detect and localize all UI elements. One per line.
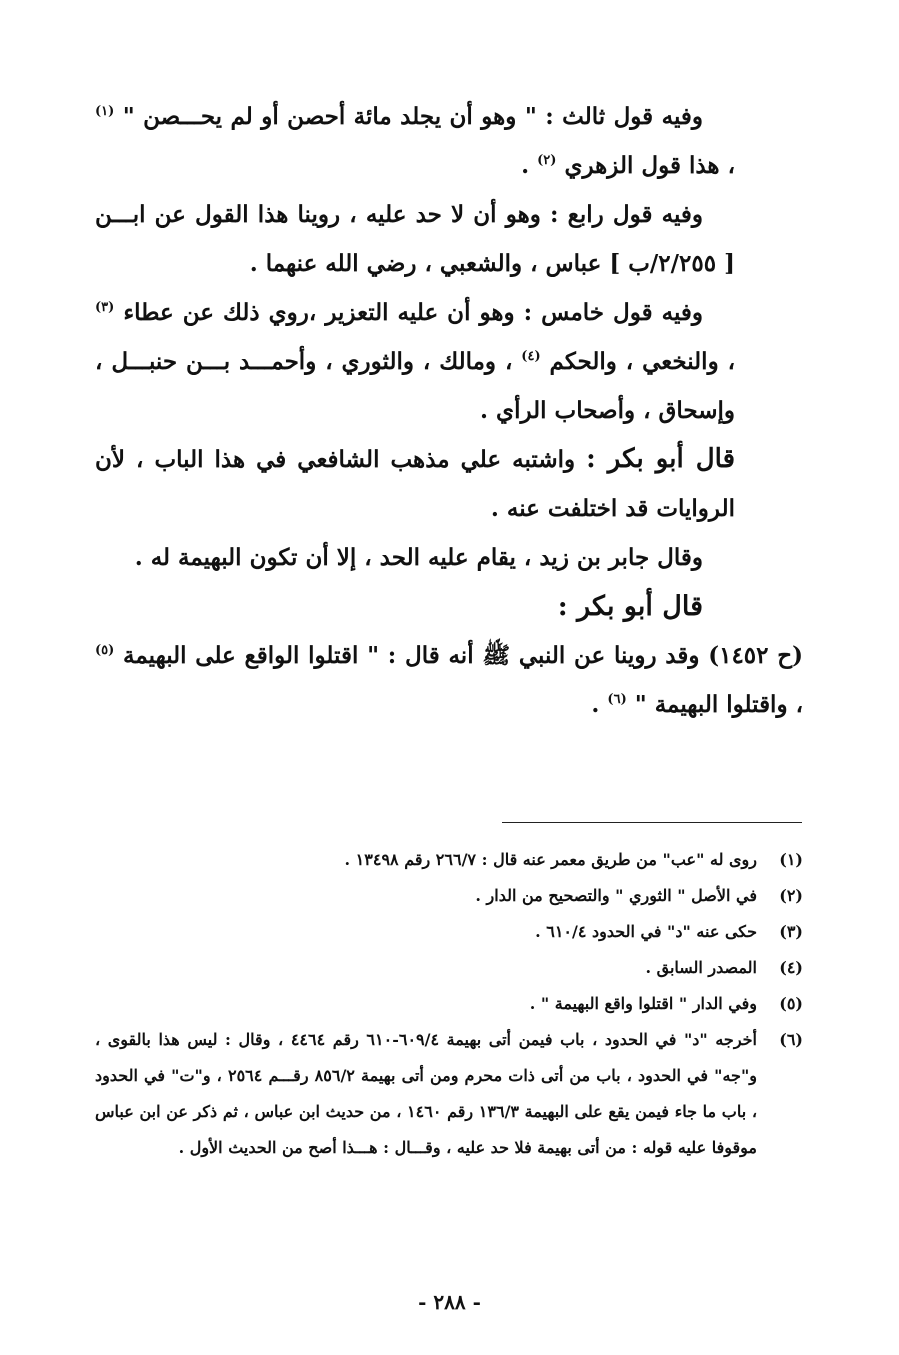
main-text <box>95 92 803 729</box>
paragraph-abu-bakr-comment: قال أبو بكر : واشتبه علي مذهب الشافعي في هذا الباب ، لأن الروايات قد اختلفت عنه . <box>95 444 735 522</box>
footnotes <box>95 842 803 1166</box>
footnote-number: (٢) <box>779 886 803 905</box>
footnote-number: (٥) <box>779 994 803 1013</box>
footnote-number: (٤) <box>779 958 803 977</box>
manuscript-page-ref: [ ٢/٢٥٥/ب ] <box>609 250 735 277</box>
hadith-number: (ح ١٤٥٢) <box>708 642 803 669</box>
speaker-label: قال أبو بكر : <box>586 444 735 474</box>
footnote-ref-2[interactable]: (٢) <box>537 153 557 168</box>
footnote-ref-3[interactable]: (٣) <box>95 300 115 315</box>
footnote-text: في الأصل " الثوري " والتصحيح من الدار . <box>475 886 757 905</box>
footnote-ref-5[interactable]: (٥) <box>95 643 115 658</box>
footnote-ref-1[interactable]: (١) <box>95 104 115 119</box>
footnote-text: وفي الدار " اقتلوا واقع البهيمة " . <box>529 994 757 1013</box>
footnote <box>95 878 803 914</box>
footnote-text: المصدر السابق . <box>645 958 757 977</box>
footnote-ref-4[interactable]: (٤) <box>521 349 541 364</box>
paragraph-jabir: وقال جابر بن زيد ، يقام عليه الحد ، إلا أن تكون البهيمة له . <box>134 544 703 571</box>
footnote-text: أخرجه "د" في الحدود ، باب فيمن أتى بهيمة ٦٠٩/٤-٦١٠ رقم ٤٤٦٤ ، وقال : ليس هذا بالقوى ، و"جه" في الحدود ، باب من أتى ذات محرم ومن أتى بهيمة ٨٥٦/٢ رقـــم ٢٥٦٤ ، و"ت" في الحدود ، باب ما جاء فيمن يقع على البهيمة ١٣٦/٣ رقم ١٤٦٠ ، من حديث ابن عباس ، ثم ذكر عن ابن عباس موقوفا عليه قوله : من أتى بهيمة فلا حد عليه ، وقـــال : هـــذا أصح من الحديث الأول . <box>95 1030 758 1157</box>
footnote <box>95 914 803 950</box>
footnote-number: (١) <box>779 850 803 869</box>
section-heading: قال أبو بكر : <box>557 591 703 622</box>
footnote-number: (٦) <box>779 1030 803 1049</box>
paragraph-fifth-opinion: وفيه قول خامس : وهو أن عليه التعزير ،روي ذلك عن عطاء $^{(٣)}$ ، والنخعي ، والحكم $^{(٤)}$ ، ومالك ، والثوري ، وأحمـــد بـــن حنبـــل ، وإسحاق ، وأصحاب الرأي . <box>95 299 736 424</box>
footnote-ref-6[interactable]: (٦) <box>607 692 627 707</box>
page-number: - ٢٨٨ - <box>418 1290 481 1314</box>
footnote <box>95 842 803 878</box>
footnote <box>95 1022 803 1166</box>
footnote <box>95 986 803 1022</box>
paragraph-hadith: (ح ١٤٥٢) وقد روينا عن النبي ﷺ أنه قال : " اقتلوا الواقع على البهيمة $^{(٥)}$ ، واقتلوا البهيمة " $^{(٦)}$ . <box>95 642 803 718</box>
footnote-text: روى له "عب" من طريق معمر عنه قال : ٢٦٦/٧ رقم ١٣٤٩٨ . <box>344 850 757 869</box>
footnote-divider <box>502 822 802 823</box>
footnote <box>95 950 803 986</box>
footnote-text: حكى عنه "د" في الحدود ٦١٠/٤ . <box>535 922 757 941</box>
paragraph-fourth-opinion: وفيه قول رابع : وهو أن لا حد عليه ، روينا هذا القول عن ابـــن [ ٢/٢٥٥/ب ] عباس ، والشعبي ، رضي الله عنهما . <box>95 201 735 277</box>
footnote-number: (٣) <box>779 922 803 941</box>
paragraph-third-opinion: وفيه قول ثالث : " وهو أن يجلد مائة أحصن أو لم يحـــصن " $^{(١)}$ ، هذا قول الزهري $^{(٢)}$ . <box>95 103 735 179</box>
